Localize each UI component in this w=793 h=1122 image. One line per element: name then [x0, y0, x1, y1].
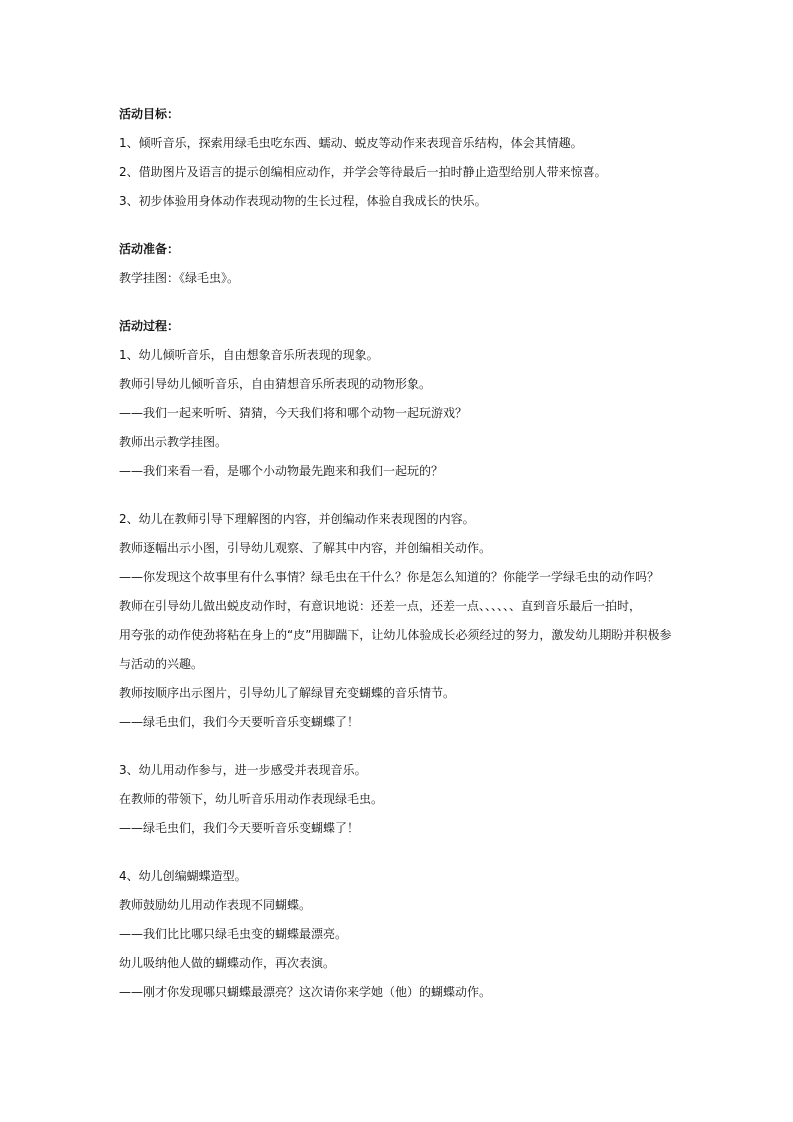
section-heading-process: 活动过程：	[119, 319, 180, 333]
process-step3-line-2: 在教师的带领下，幼儿听音乐用动作表现绿毛虫。	[119, 792, 384, 806]
process-step1-line-4: 教师出示教学挂图。	[119, 435, 228, 449]
section-gap	[119, 216, 679, 235]
process-step2-line-7: 教师按顺序出示图片，引导幼儿了解绿冒充变蝴蝶的音乐情节。	[119, 686, 456, 700]
section-gap	[119, 737, 679, 756]
process-step3-line-1: 3、幼儿用动作参与，进一步感受并表现音乐。	[119, 763, 367, 777]
process-step4-line-5: ——刚才你发现哪只蝴蝶最漂亮？这次请你来学她（他）的蝴蝶动作。	[119, 985, 492, 999]
process-step1-line-3: ——我们一起来听听、猜猜，今天我们将和哪个动物一起玩游戏？	[119, 406, 468, 420]
process-step4-line-1: 4、幼儿创编蝴蝶造型。	[119, 869, 247, 883]
process-step2-line-3: ——你发现这个故事里有什么事情？绿毛虫在干什么？你是怎么知道的？你能学一学绿毛虫的动作吗？	[119, 570, 660, 584]
process-step4-line-4: 幼儿吸纳他人做的蝴蝶动作，再次表演。	[119, 956, 336, 970]
section-heading-preparation: 活动准备：	[119, 242, 180, 256]
process-step2-line-8: ——绿毛虫们，我们今天要听音乐变蝴蝶了！	[119, 715, 360, 729]
process-step3-line-3: ——绿毛虫们，我们今天要听音乐变蝴蝶了！	[119, 821, 360, 835]
process-step2-line-5: 用夸张的动作使劲将粘在身上的“皮”用脚踹下，让幼儿体验成长必须经过的努力，激发幼儿期盼并积极参	[119, 628, 672, 642]
process-step2-line-1: 2、幼儿在教师引导下理解图的内容，并创编动作来表现图的内容。	[119, 512, 475, 526]
process-step1-line-1: 1、幼儿倾听音乐，自由想象音乐所表现的现象。	[119, 348, 379, 362]
process-step2-line-4: 教师在引导幼儿做出蜕皮动作时，有意识地说：还差一点，还差一点、、、、、、直到音乐最后一拍时，	[119, 599, 642, 613]
goal-line-1: 1、倾听音乐，探索用绿毛虫吃东西、蠕动、蜕皮等动作来表现音乐结构，体会其情趣。	[119, 136, 583, 150]
section-gap	[119, 486, 679, 505]
process-step1-line-5: ——我们来看一看，是哪个小动物最先跑来和我们一起玩的？	[119, 464, 444, 478]
goal-line-2: 2、借助图片及语言的提示创编相应动作，并学会等待最后一拍时静止造型给别人带来惊喜。	[119, 165, 607, 179]
process-step2-line-2: 教师逐幅出示小图，引导幼儿观察、了解其中内容，并创编相关动作。	[119, 541, 492, 555]
document-content	[119, 100, 679, 1007]
preparation-line-1: 教学挂图：《绿毛虫》。	[119, 271, 240, 285]
section-heading-goals: 活动目标：	[119, 107, 180, 121]
process-step1-line-2: 教师引导幼儿倾听音乐，自由猜想音乐所表现的动物形象。	[119, 377, 432, 391]
process-step4-line-3: ——我们比比哪只绿毛虫变的蝴蝶最漂亮。	[119, 927, 348, 941]
goal-line-3: 3、初步体验用身体动作表现动物的生长过程，体验自我成长的快乐。	[119, 194, 487, 208]
section-gap	[119, 843, 679, 862]
process-step2-line-6: 与活动的兴趣。	[119, 657, 204, 671]
process-step4-line-2: 教师鼓励幼儿用动作表现不同蝴蝶。	[119, 898, 312, 912]
section-gap	[119, 293, 679, 312]
